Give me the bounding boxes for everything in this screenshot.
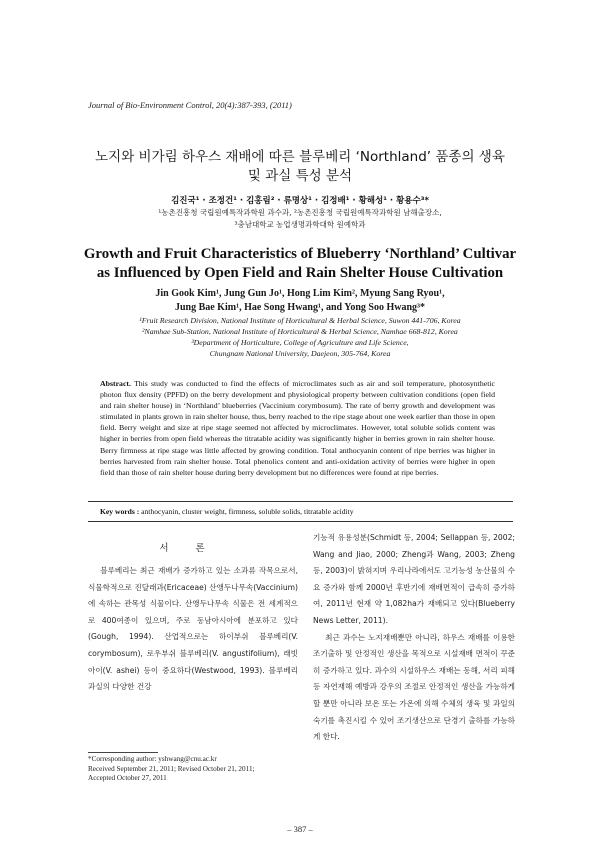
english-title xyxy=(0,245,600,283)
section-heading: 서 론 xyxy=(159,543,217,554)
english-title-line-2: as Influenced by Open Field and Rain Shelter House Cultivation xyxy=(96,265,504,281)
right-column-paragraph-2: 최근 과수는 노지재배뿐만 아니라, 하우스 재배를 이용한 조기출하 및 안정적인 생산을 목적으로 시설재배 면적이 꾸준히 증가하고 있다. 과수의 시설하우스 재배는 동해, 서리 피해 등 자연재해 예방과 강우의 조절로 안정적인 생산을 가능하게 할 뿐만 아니라 보온 또는 가온에 의해 수체의 생육 및 과일의 숙기를 촉진시킬 수 있어 조기생산으로 단경기 출하를 가능하게 한다. xyxy=(313,632,515,742)
english-affiliation-3: ³Department of Horticulture, College of Agriculture and Life Science, xyxy=(191,338,409,347)
journal-citation: Journal of Bio-Environment Control, 20(4):387-393, (2011) xyxy=(88,100,292,110)
right-column-paragraph-1: 기능적 유용성분(Schmidt 등, 2004; Sellappan 등, 2002; Wang and Jiao, 2000; Zheng과 Wang, 2003; Zheng 등, 2003)이 밝혀지며 우리나라에서도 고기능성 농산물의 수요 증가와 함께 2000년 후반기에 재배면적이 급속히 증가하여, 2011년 현재 약 1,082ha가 재배되고 있다(Blueberry News Letter, 2011). xyxy=(313,533,515,625)
english-affiliation-2: ²Namhae Sub-Station, National Institute of Horticultural & Herbal Science, Namhae 668-812, Korea xyxy=(142,327,458,336)
footnote-rule xyxy=(88,752,158,753)
korean-affiliation-2: ³충남대학교 농업생명과학대학 원예학과 xyxy=(234,220,366,229)
abstract-label: Abstract. xyxy=(100,379,131,388)
english-authors-line-1: Jin Gook Kim¹, Jung Gun Jo¹, Hong Lim Kim², Myung Sang Ryou¹, xyxy=(155,288,445,299)
english-affiliation-1: ¹Fruit Research Division, National Institute of Horticultural & Herbal Science, Suwon 441-706, Korea xyxy=(139,316,461,325)
korean-title xyxy=(0,148,600,186)
footnote-line-1: *Corresponding author: yshwang@cnu.ac.kr xyxy=(88,755,217,763)
english-authors-line-2: Jung Bae Kim¹, Hae Song Hwang¹, and Yong Soo Hwang³* xyxy=(174,302,426,313)
keywords xyxy=(100,507,354,516)
footnote-line-3: Accepted October 27, 2011 xyxy=(88,774,167,783)
english-affiliation-4: Chungnam National University, Daejeon, 305-764, Korea xyxy=(209,349,391,358)
keywords-bottom-rule xyxy=(88,521,513,522)
keywords-label: Key words : xyxy=(100,507,140,516)
left-column xyxy=(88,563,298,696)
right-column xyxy=(313,530,515,746)
english-authors xyxy=(0,287,600,315)
abstract xyxy=(100,378,495,478)
korean-title-line-1: 노지와 비가림 하우스 재배에 따른 블루베리 ‘Northland’ 품종의 생육 xyxy=(95,149,505,165)
korean-affiliation-1: ¹농촌진흥청 국립원예특작과학원 과수과, ²농촌진흥청 국립원예특작과학원 남해출장소, xyxy=(158,208,442,217)
abstract-text: This study was conducted to find the effects of microclimates such as air and soil temperature, photosynthetic photon flux density (PPFD) on the berry development and physiological property between cultivation conditions (open field and rain shelter house) in ‘Northland’ blueberries (Vaccinium corymbosum). The rate of berry growth and development was stimulated in plants grown in rain shelter house, thus, berry reached to the ripe stage about one week earlier than those in open field. Berry weight and size at ripe stage seemed not affected by microclimates. However, total soluble solids content was higher in berries from open field whereas the titratable acidity was significantly higher in berries grown in rain shelter house. Berry firmness at ripe stage was little affected by growing condition. Total anthocyanin content of ripe berries was higher in berries harvested from rain shelter house. Total phenolics content and anti-oxidation activity of berries were higher in open field than those of rain shelter house during berry development but no differences were found at ripe berries. xyxy=(100,379,495,477)
page-number: – 387 – xyxy=(287,824,313,834)
footnote-line-2: Received September 21, 2011; Revised October 21, 2011; xyxy=(88,764,255,773)
english-title-line-1: Growth and Fruit Characteristics of Blueberry ‘Northland’ Cultivar xyxy=(83,246,517,262)
korean-authors: 김진국¹ · 조정건¹ · 김홍림² · 류명상¹ · 김정배¹ · 황해성¹ · 황용수³* xyxy=(171,196,429,206)
korean-title-line-2: 및 과실 특성 분석 xyxy=(247,168,353,184)
footnote xyxy=(88,755,303,784)
keywords-text: anthocyanin, cluster weight, firmness, soluble solids, titratable acidity xyxy=(141,507,354,516)
keywords-top-rule xyxy=(88,501,513,502)
left-column-paragraph: 블루베리는 최근 재배가 증가하고 있는 소과류 작목으로서, 식물학적으로 진달래과(Ericaceae) 산앵두나무속(Vaccinium)에 속하는 관목성 식물이다. 산앵두나무속 식물은 전 세계적으로 400여종이 있으며, 주로 동남아시아에 분포하고 있다(Gough, 1994). 산업적으로는 하이부쉬 블루베리(V. corymbosum), 로우부쉬 블루베리(V. angustifolium), 래빗아이(V. ashei) 등이 중요하다(Westwood, 1993). 블루베리 과실의 다양한 건강 xyxy=(88,566,298,692)
